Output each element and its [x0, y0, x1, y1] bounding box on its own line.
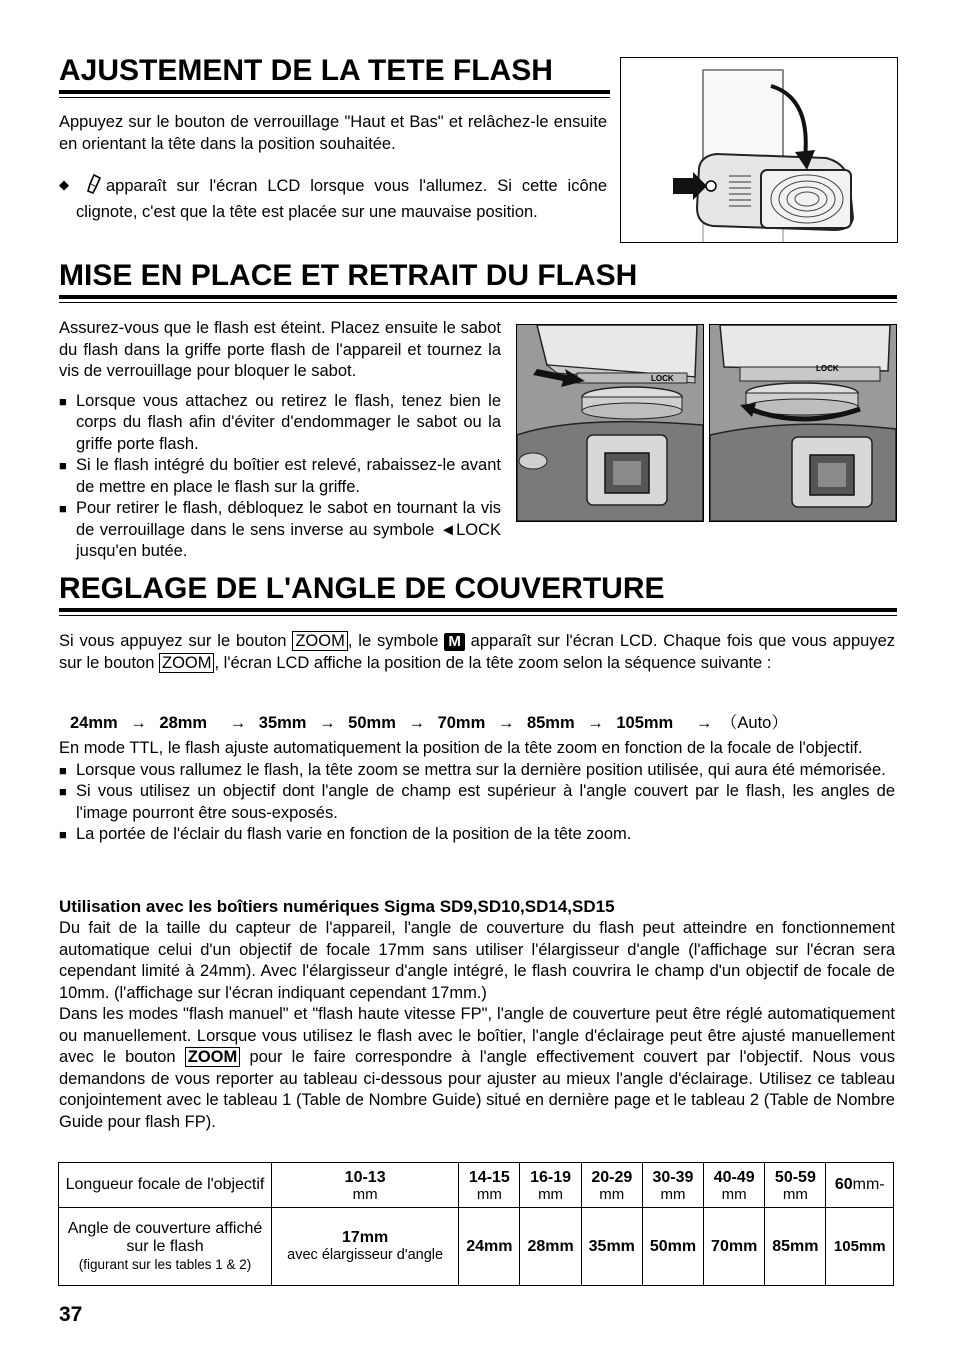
section-title-head-adjust: AJUSTEMENT DE LA TETE FLASH: [59, 54, 553, 87]
row-header-angle: [59, 1208, 272, 1286]
zoom-step: 35mm: [258, 714, 307, 732]
zoom-step: 70mm: [437, 714, 486, 732]
zoom-step: 85mm: [526, 714, 575, 732]
angle-header-note: (figurant sur les tables 1 & 2): [78, 1256, 252, 1272]
mount-paragraph: Assurez-vous que le flash est éteint. Placez ensuite le sabot du flash dans la griffe porte flash de l'appareil et tournez la vis de verrouillage pour bloquer le sabot.: [59, 319, 501, 380]
diamond-bullet-icon: ◆: [59, 177, 69, 192]
zoom-step: 28mm: [159, 714, 208, 732]
angle-cell: 24mm: [459, 1208, 520, 1286]
intro-text: , le symbole: [347, 632, 445, 650]
section-title-mount: MISE EN PLACE ET RETRAIT DU FLASH: [59, 259, 638, 292]
digital-subtitle: Utilisation avec les boîtiers numériques Sigma SD9,SD10,SD14,SD15: [59, 897, 615, 916]
angle-cell-first: 17mm avec élargisseur d'angle: [272, 1208, 459, 1286]
title-rule-thin: [59, 615, 897, 616]
flash-head-illustration: [620, 57, 898, 243]
intro-text: , l'écran LCD affiche la position de la tête zoom selon la séquence suivante :: [214, 653, 772, 672]
head-position-warning-icon: [84, 173, 102, 202]
coverage-bullet: ■ Lorsque vous rallumez le flash, la tête zoom se mettra sur la dernière position utilisée, qui aura été mémorisée.: [59, 760, 895, 782]
head-adjust-paragraph: Appuyez sur le bouton de verrouillage "Haut et Bas" et relâchez-le ensuite en orientant la tête dans la position souhaitée.: [59, 113, 607, 153]
title-rule: [59, 90, 610, 94]
coverage-bullet: ■ La portée de l'éclair du flash varie en fonction de la position de la tête zoom.: [59, 824, 895, 846]
angle-cell: 35mm: [581, 1208, 642, 1286]
coverage-table: [58, 1162, 894, 1286]
mount-bullet: ■ Pour retirer le flash, débloquez le sabot en tournant la vis de verrouillage dans le sens inverse au symbole ◄LOCK jusqu'en butée.: [59, 498, 501, 563]
zoom-button-label: ZOOM: [185, 1047, 241, 1067]
lock-label: LOCK: [816, 364, 839, 373]
angle-header-text: Angle de couverture affiché sur le flash: [67, 1219, 263, 1255]
zoom-step: 50mm: [348, 714, 396, 732]
focal-cell: 40-49 mm: [704, 1163, 765, 1208]
manual-paragraph: [59, 1004, 895, 1133]
head-adjust-note-text: apparaît sur l'écran LCD lorsque vous l'allumez. Si cette icône clignote, c'est que la tête est placée sur une mauvaise position.: [76, 177, 607, 221]
angle-cell: 85mm: [765, 1208, 826, 1286]
zoom-button-label: ZOOM: [292, 631, 348, 651]
title-rule: [59, 295, 897, 299]
arrow-right-icon: →: [229, 714, 247, 732]
arrow-right-icon: →: [408, 714, 425, 732]
manual-text: pour le faire correspondre à l'angle effectivement couvert par l'objectif. Nous vous demandons de vous reporter au tableau ci-dessous pour ajuster au mieux l'angle d'éclairage. Utilisez ce tableau conjointement avec le tableau 1 (Table de Nombre Guide) situé en dernière page et le tableau 2 (Table de Nombre Guide pour flash FP).: [59, 1048, 895, 1131]
digital-text-block: [59, 918, 895, 1133]
zoom-step: 24mm: [70, 714, 118, 732]
focal-cell: 20-29 mm: [581, 1163, 642, 1208]
lock-label: LOCK: [651, 374, 674, 383]
focal-cell: 50-59 mm: [765, 1163, 826, 1208]
title-rule: [59, 608, 897, 612]
arrow-right-icon: →: [130, 714, 147, 732]
head-adjust-note: [59, 173, 607, 223]
arrow-right-icon: →: [497, 714, 515, 732]
zoom-step: 105mm: [616, 714, 674, 732]
arrow-right-icon: →: [695, 714, 713, 732]
ttl-paragraph: En mode TTL, le flash ajuste automatiquement la position de la tête zoom en fonction de la focale de l'objectif.: [59, 739, 863, 757]
zoom-sequence: [70, 709, 788, 733]
mount-bullet: ■ Lorsque vous attachez ou retirez le flash, tenez bien le corps du flash afin d'éviter d'endommager le sabot ou la griffe porte flash.: [59, 391, 501, 456]
arrow-right-icon: →: [319, 714, 336, 732]
ttl-text-block: [59, 738, 895, 846]
angle-cell: 70mm: [704, 1208, 765, 1286]
focal-cell: 30-39 mm: [642, 1163, 703, 1208]
mount-illustration-attach: [516, 324, 704, 522]
coverage-bullet: ■ Si vous utilisez un objectif dont l'angle de champ est supérieur à l'angle couvert par le flash, les angles de l'image pourront être sous-exposés.: [59, 781, 895, 824]
title-rule-thin: [59, 97, 610, 98]
focal-cell: 14-15 mm: [459, 1163, 520, 1208]
focal-cell-last: 60mm-: [826, 1163, 894, 1208]
focal-cell: 16-19 mm: [520, 1163, 581, 1208]
mount-illustration-lock: [709, 324, 897, 522]
angle-cell: 105mm: [826, 1208, 894, 1286]
zoom-button-label: ZOOM: [159, 653, 215, 673]
section-title-coverage: REGLAGE DE L'ANGLE DE COUVERTURE: [59, 572, 665, 605]
intro-text: apparaît sur l'écran LCD. Chaque fois que vous appuyez sur le bouton: [59, 632, 895, 672]
arrow-right-icon: →: [587, 714, 604, 732]
page-number: 37: [59, 1303, 83, 1326]
intro-text: Si vous appuyez sur le bouton: [59, 632, 293, 650]
mount-text-block: [59, 318, 501, 563]
focal-cell: 10-13 mm: [272, 1163, 459, 1208]
table-row: [59, 1208, 894, 1286]
row-header-focal: Longueur focale de l'objectif: [59, 1163, 272, 1208]
table-row: [59, 1163, 894, 1208]
zoom-step-auto: （Auto）: [720, 714, 788, 732]
angle-cell: 28mm: [520, 1208, 581, 1286]
digital-paragraph: Du fait de la taille du capteur de l'appareil, l'angle de couverture du flash peut atteindre en fonctionnement automatique celui d'un objectif de focale 17mm sans utiliser l'élargisseur d'angle (l'affichage sur l'écran sera cependant limité à 24mm). Avec l'élargisseur d'angle intégré, le flash couvrira le champ d'un objectif de focale de 10mm. (l'affichage sur l'écran indiquant cependant 17mm.): [59, 919, 895, 1002]
manual-zoom-symbol-icon: M: [444, 633, 465, 651]
angle-cell: 50mm: [642, 1208, 703, 1286]
manual-text: Dans les modes "flash manuel" et "flash haute vitesse FP", l'angle de couverture peut être réglé automatiquement ou manuellement. Lorsque vous utilisez le flash avec le boîtier, l'angle d'éclairage peut être ajusté manuellement avec le bouton: [59, 1005, 895, 1066]
title-rule-thin: [59, 302, 897, 303]
coverage-intro: [59, 631, 895, 674]
mount-bullet: ■ Si le flash intégré du boîtier est relevé, rabaissez-le avant de mettre en place le flash sur la griffe.: [59, 455, 501, 498]
